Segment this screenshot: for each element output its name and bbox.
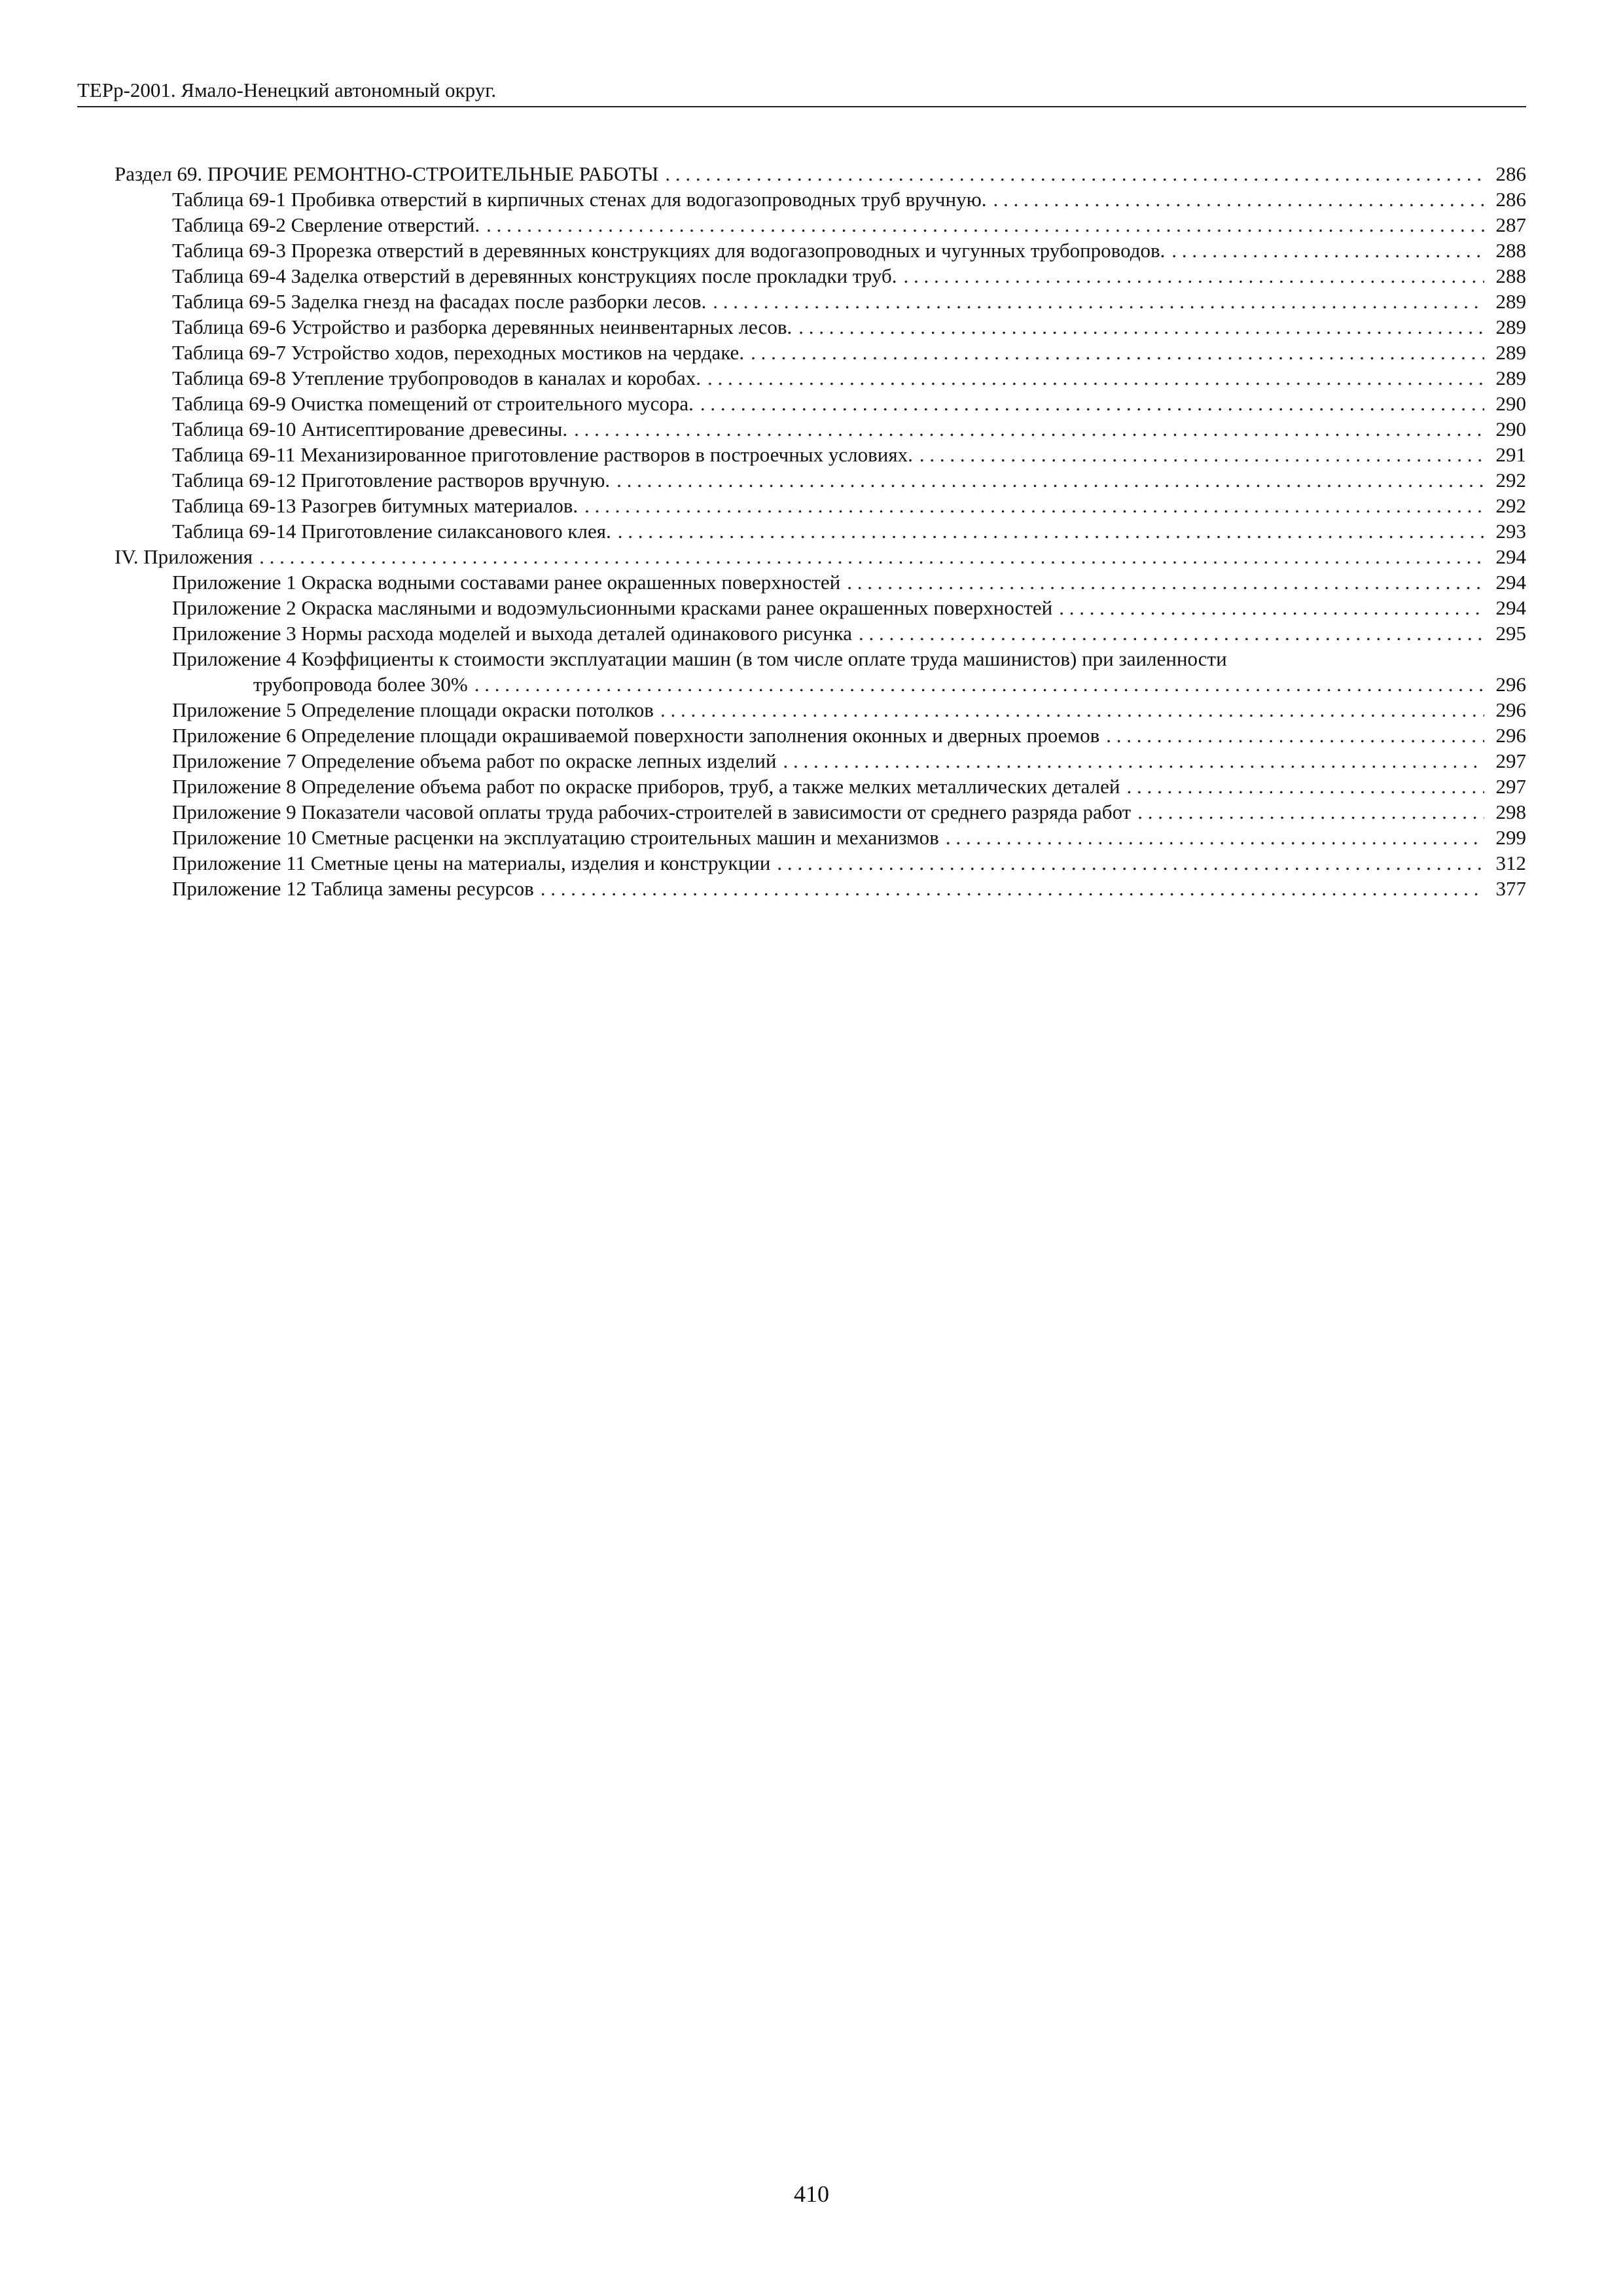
- dot-leader: [574, 416, 1484, 442]
- toc-entry-page: 286: [1495, 188, 1526, 211]
- toc-entry-appendix-6[interactable]: [115, 723, 1526, 748]
- toc-entry-title: Таблица 69-2 Сверление отверстий.: [172, 213, 480, 236]
- dot-leader: [486, 212, 1484, 238]
- toc-entry-title: Таблица 69-12 Приготовление растворов вручную.: [172, 469, 611, 492]
- toc-entry-page: 290: [1495, 418, 1526, 440]
- running-header: [77, 77, 1526, 107]
- toc-entry-appendix-4[interactable]: [115, 646, 1526, 697]
- dot-leader: [859, 620, 1484, 646]
- toc-entry-title: Таблица 69-9 Очистка помещений от строительного мусора.: [172, 392, 694, 415]
- dot-leader: [919, 442, 1484, 467]
- toc-entry-page: 377: [1495, 877, 1526, 900]
- toc-entry-page: 286: [1495, 162, 1526, 185]
- toc-entry-table-69-7[interactable]: [115, 340, 1526, 365]
- dot-leader: [783, 748, 1484, 774]
- dot-leader: [713, 289, 1484, 314]
- toc-entry-table-69-1[interactable]: [115, 187, 1526, 212]
- page-number: 410: [794, 2181, 829, 2207]
- toc-entry-title-continuation: трубопровода более 30%: [253, 673, 468, 696]
- toc-entry-title: Раздел 69. ПРОЧИЕ РЕМОНТНО-СТРОИТЕЛЬНЫЕ РАБОТЫ: [115, 162, 659, 185]
- toc-entry-table-69-8[interactable]: [115, 365, 1526, 391]
- toc-entry-title: Приложение 8 Определение объема работ по окраске приборов, труб, а также мелких металлических деталей: [172, 775, 1120, 798]
- toc-entry-title: Таблица 69-5 Заделка гнезд на фасадах после разборки лесов.: [172, 290, 707, 313]
- toc-entry-appendix-12[interactable]: [115, 876, 1526, 901]
- toc-entry-table-69-3[interactable]: [115, 238, 1526, 263]
- dot-leader: [993, 187, 1484, 212]
- toc-entry-page: 292: [1495, 494, 1526, 517]
- toc-entry-table-69-13[interactable]: [115, 493, 1526, 518]
- toc-entry-appendix-3[interactable]: [115, 620, 1526, 646]
- toc-entry-page: 296: [1495, 673, 1526, 696]
- dot-leader: [660, 697, 1484, 723]
- toc-entry-title: Таблица 69-10 Антисептирование древесины.: [172, 418, 568, 440]
- toc-entry-title: Приложение 6 Определение площади окрашиваемой поверхности заполнения оконных и дверных проемов: [172, 724, 1100, 747]
- toc-entry-page: 289: [1495, 290, 1526, 313]
- toc-entry-table-69-4[interactable]: [115, 263, 1526, 289]
- toc-entry-title: Таблица 69-1 Пробивка отверстий в кирпичных стенах для водогазопроводных труб вручную.: [172, 188, 987, 211]
- toc-entry-title: Таблица 69-13 Разогрев битумных материалов.: [172, 494, 579, 517]
- toc-entry-table-69-11[interactable]: [115, 442, 1526, 467]
- dot-leader: [1171, 238, 1484, 263]
- dot-leader: [665, 161, 1484, 187]
- toc-entry-title: Приложение 5 Определение площади окраски потолков: [172, 698, 654, 721]
- toc-entry-title: Приложение 4 Коэффициенты к стоимости эксплуатации машин (в том числе оплате труда машинистов) при заиленности: [172, 647, 1227, 670]
- toc-entry-title: Таблица 69-7 Устройство ходов, переходных мостиков на чердаке.: [172, 341, 745, 364]
- toc-entry-page: 294: [1495, 571, 1526, 594]
- dot-leader: [903, 263, 1484, 289]
- dot-leader: [777, 850, 1484, 876]
- dot-leader: [1059, 595, 1484, 620]
- dot-leader: [1137, 799, 1484, 825]
- dot-leader: [584, 493, 1484, 518]
- toc-entry-appendix-9[interactable]: [115, 799, 1526, 825]
- header-title: ТЕРр-2001. Ямало-Ненецкий автономный округ.: [77, 79, 497, 101]
- toc-entry-appendix-8[interactable]: [115, 774, 1526, 799]
- dot-leader: [798, 314, 1484, 340]
- toc-entry-title: Таблица 69-3 Прорезка отверстий в деревянных конструкциях для водогазопроводных и чугунных трубопроводов.: [172, 239, 1166, 262]
- toc-entry-appendix-5[interactable]: [115, 697, 1526, 723]
- dot-leader: [474, 672, 1484, 697]
- dot-leader: [618, 518, 1484, 544]
- toc-entry-page: 294: [1495, 596, 1526, 619]
- toc-entry-title: Таблица 69-8 Утепление трубопроводов в каналах и коробах.: [172, 367, 702, 389]
- toc-entry-page: 299: [1495, 826, 1526, 849]
- dot-leader: [946, 825, 1484, 850]
- toc-entry-title: Таблица 69-11 Механизированное приготовление растворов в построечных условиях.: [172, 443, 913, 466]
- toc-entry-table-69-6[interactable]: [115, 314, 1526, 340]
- toc-entry-table-69-10[interactable]: [115, 416, 1526, 442]
- toc-entry-page: 294: [1495, 545, 1526, 568]
- toc-entry-title: Приложение 1 Окраска водными составами ранее окрашенных поверхностей: [172, 571, 841, 594]
- dot-leader: [1106, 723, 1484, 748]
- toc-entry-page: 291: [1495, 443, 1526, 466]
- toc-entry-title: IV. Приложения: [115, 545, 253, 568]
- toc-entry-title: Таблица 69-6 Устройство и разборка деревянных неинвентарных лесов.: [172, 315, 793, 338]
- toc-entry-page: 296: [1495, 698, 1526, 721]
- dot-leader: [1126, 774, 1484, 799]
- toc-entry-appendix-11[interactable]: [115, 850, 1526, 876]
- dot-leader: [751, 340, 1484, 365]
- dot-leader: [847, 569, 1484, 595]
- toc-entry-title: Таблица 69-14 Приготовление силаксанового клея.: [172, 520, 611, 543]
- toc-entry-page: 292: [1495, 469, 1526, 492]
- toc-entry-appendix-1[interactable]: [115, 569, 1526, 595]
- toc-entry-title: Приложение 12 Таблица замены ресурсов: [172, 877, 534, 900]
- toc-entry-page: 295: [1495, 622, 1526, 645]
- toc-entry-page: 289: [1495, 367, 1526, 389]
- toc-entry-appendix-10[interactable]: [115, 825, 1526, 850]
- toc-entry-page: 289: [1495, 341, 1526, 364]
- toc-entry-table-69-12[interactable]: [115, 467, 1526, 493]
- toc-entry-table-69-2[interactable]: [115, 212, 1526, 238]
- toc-entry-page: 297: [1495, 749, 1526, 772]
- dot-leader: [259, 544, 1484, 569]
- toc-entry-page: 312: [1495, 852, 1526, 874]
- table-of-contents: [115, 161, 1526, 901]
- toc-entry-title: Таблица 69-4 Заделка отверстий в деревянных конструкциях после прокладки труб.: [172, 264, 897, 287]
- toc-entry-title: Приложение 11 Сметные цены на материалы, изделия и конструкции: [172, 852, 771, 874]
- toc-entry-table-69-9[interactable]: [115, 391, 1526, 416]
- toc-entry-page: 287: [1495, 213, 1526, 236]
- toc-entry-section-69[interactable]: [115, 161, 1526, 187]
- toc-entry-page: 290: [1495, 392, 1526, 415]
- toc-entry-appendices[interactable]: [115, 544, 1526, 569]
- toc-entry-title: Приложение 3 Нормы расхода моделей и выхода деталей одинакового рисунка: [172, 622, 853, 645]
- toc-entry-page: 293: [1495, 520, 1526, 543]
- toc-entry-table-69-5[interactable]: [115, 289, 1526, 314]
- toc-entry-page: 296: [1495, 724, 1526, 747]
- toc-entry-appendix-2[interactable]: [115, 595, 1526, 620]
- toc-entry-appendix-7[interactable]: [115, 748, 1526, 774]
- dot-leader: [700, 391, 1484, 416]
- toc-entry-table-69-14[interactable]: [115, 518, 1526, 544]
- toc-entry-title: Приложение 9 Показатели часовой оплаты труда рабочих-строителей в зависимости от среднего разряда работ: [172, 800, 1132, 823]
- toc-entry-page: 297: [1495, 775, 1526, 798]
- dot-leader: [541, 876, 1484, 901]
- toc-entry-title: Приложение 10 Сметные расценки на эксплуатацию строительных машин и механизмов: [172, 826, 939, 849]
- toc-entry-title: Приложение 2 Окраска масляными и водоэмульсионными красками ранее окрашенных поверхностей: [172, 596, 1053, 619]
- dot-leader: [616, 467, 1484, 493]
- toc-entry-title: Приложение 7 Определение объема работ по окраске лепных изделий: [172, 749, 777, 772]
- dot-leader: [707, 365, 1484, 391]
- toc-entry-page: 288: [1495, 239, 1526, 262]
- toc-entry-page: 288: [1495, 264, 1526, 287]
- toc-entry-page: 298: [1495, 800, 1526, 823]
- toc-entry-page: 289: [1495, 315, 1526, 338]
